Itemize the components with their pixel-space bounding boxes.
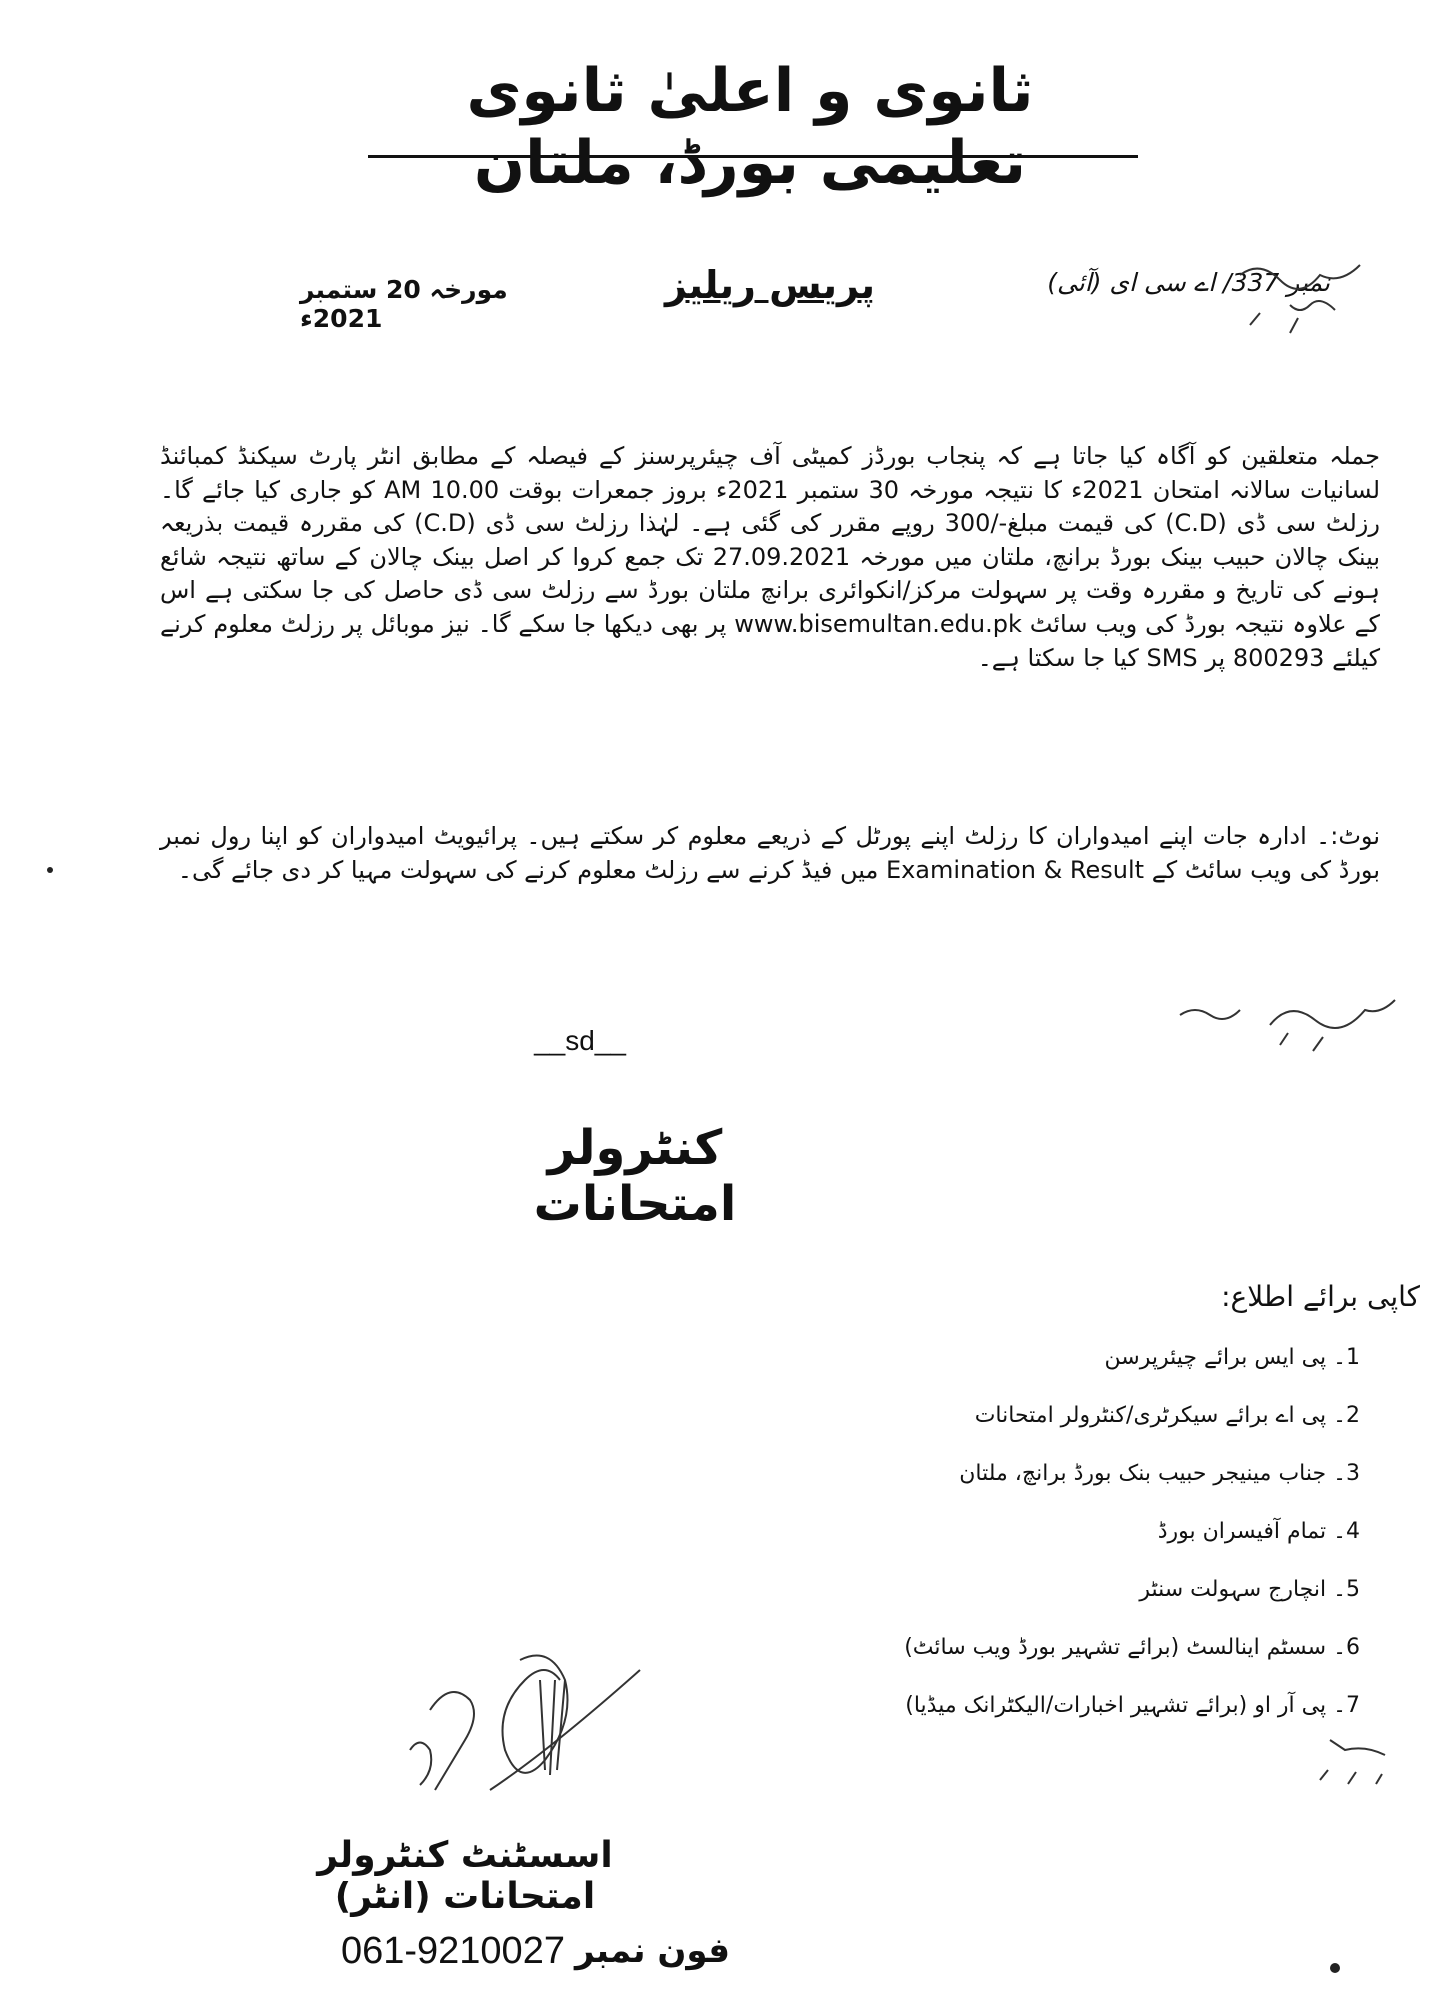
copy-item: 4۔ تمام آفیسران بورڈ — [1157, 1519, 1360, 1544]
copy-list-title: کاپی برائے اطلاع: — [1221, 1280, 1420, 1313]
stray-dot-left — [40, 860, 60, 880]
body-paragraph-1: جملہ متعلقین کو آگاہ کیا جاتا ہے کہ پنجاب بورڈز کمیٹی آف چیئرپرسنز کے فیصلہ کے مطابق انٹر پارٹ سیکنڈ کمبائنڈ لسانیات سالانہ امتحان 2021ء کا نتیجہ مورخہ 30 ستمبر 2021ء بروز جمعرات بوقت 10.00 AM کو جاری کیا جائے گا۔ رزلٹ سی ڈی (C.D) کی قیمت مبلغ-/300 روپے مقرر کی گئی ہے۔ لہٰذا رزلٹ سی ڈی (C.D) کی مقررہ قیمت بذریعہ بینک چالان حبیب بینک بورڈ برانچ، ملتان میں مورخہ 27.09.2021 تک جمع کروا کر اصل بینک چالان کے ساتھ نتیجہ شائع ہونے کی تاریخ و مقررہ وقت پر سہولت مرکز/انکوائری برانچ ملتان بورڈ سے رزلٹ سی ڈی حاصل کی جا سکتی ہے اس کے علاوہ نتیجہ بورڈ کی ویب سائٹ www.bisemultan.edu.pk پر بھی دیکھا جا سکے گا۔ نیز موبائل پر رزلٹ معلوم کرنے کیلئے 800293 پر SMS کیا جا سکتا ہے۔ — [160, 442, 1381, 672]
reference-number: نمبر 337/ اے سی ای (آئی) — [1047, 268, 1330, 297]
copy-item: 7۔ پی آر او (برائے تشہیر اخبارات/الیکٹرانک میڈیا) — [905, 1693, 1360, 1718]
assistant-controller-designation: اسسٹنٹ کنٹرولر امتحانات (انٹر) — [317, 1835, 613, 1917]
phone-number: 061-9210027 — [340, 1929, 565, 1972]
copy-item: 3۔ جناب مینیجر حبیب بنک بورڈ برانچ، ملتان — [959, 1461, 1360, 1486]
phone-row — [270, 1925, 730, 1977]
copy-item: 1۔ پی ایس برائے چیئرپرسن — [1104, 1345, 1360, 1370]
controller-title: کنٹرولر امتحانات — [533, 1120, 737, 1232]
stray-dot-bottom — [1325, 1958, 1345, 1978]
signed-marker: __sd__ — [534, 1025, 626, 1056]
margin-scribble-middle — [1170, 985, 1410, 1065]
copy-item: 6۔ سسٹم اینالسٹ (برائے تشہیر بورڈ ویب سائٹ) — [904, 1635, 1360, 1660]
body-paragraph-note: نوٹ:۔ ادارہ جات اپنے امیدواران کا رزلٹ اپنے پورٹل کے ذریعے معلوم کر سکتے ہیں۔ پرائیویٹ امیدواران کو اپنا رول نمبر بورڈ کی ویب سائٹ کے Examination & Result میں فیڈ کرنے سے رزلٹ معلوم کرنے کی سہولت مہیا کر دی جائے گی۔ — [160, 822, 1380, 884]
margin-scribble-top — [1230, 255, 1410, 345]
heading-underline — [368, 155, 1138, 158]
copy-list — [800, 1345, 1360, 1751]
release-date: مورخہ 20 ستمبر 2021ء — [300, 275, 508, 333]
copy-item: 5۔ انچارج سہولت سنٹر — [1139, 1577, 1360, 1602]
board-heading: ثانوی و اعلیٰ ثانوی تعلیمی بورڈ، ملتان — [466, 56, 1034, 198]
phone-label: فون نمبر — [574, 1931, 730, 1971]
press-release-title: پریس ریلیز — [665, 263, 875, 307]
copy-item: 2۔ پی اے برائے سیکرٹری/کنٹرولر امتحانات — [974, 1403, 1360, 1428]
handwritten-signature — [370, 1640, 650, 1840]
